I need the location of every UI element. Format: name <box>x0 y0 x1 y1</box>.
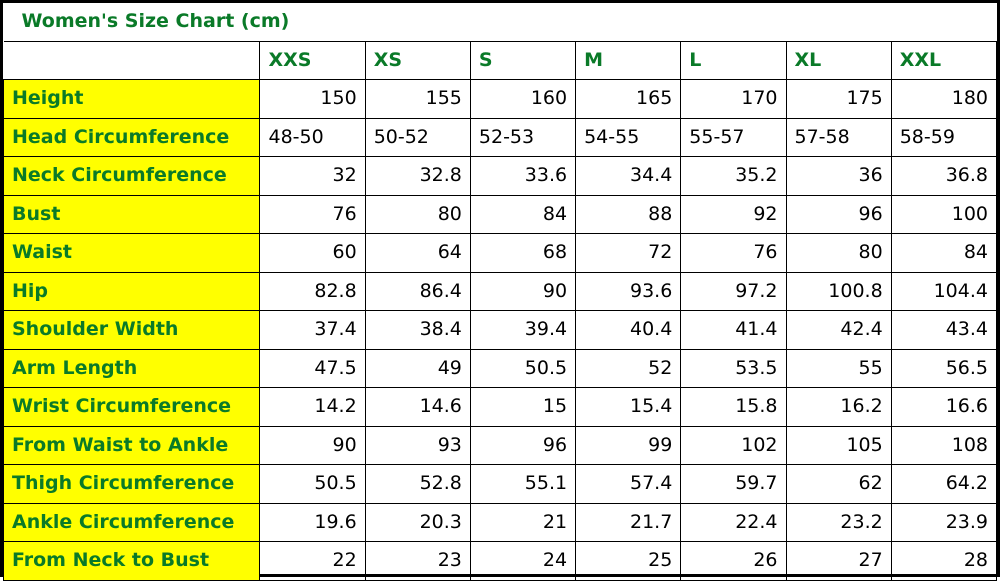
cell-value: 34.4 <box>576 157 681 196</box>
cell-value: 36.8 <box>891 157 996 196</box>
cell-value: 84 <box>891 234 996 273</box>
cell-value: 104.4 <box>891 272 996 311</box>
table-row <box>4 503 997 542</box>
table-row <box>4 349 997 388</box>
cell-value: 47.5 <box>260 349 365 388</box>
column-header-m: M <box>576 41 681 80</box>
cell-value: 80 <box>365 195 470 234</box>
cell-value: 96 <box>786 195 891 234</box>
cell-value: 58-59 <box>891 118 996 157</box>
cell-value: 27 <box>786 542 891 581</box>
cell-value: 32.8 <box>365 157 470 196</box>
table-body <box>4 3 997 580</box>
cell-value: 99 <box>576 426 681 465</box>
table-row <box>4 465 997 504</box>
row-label: Bust <box>4 195 260 234</box>
cell-value: 38.4 <box>365 311 470 350</box>
header-corner-cell <box>4 41 260 80</box>
cell-value: 170 <box>681 80 786 119</box>
cell-value: 15 <box>470 388 575 427</box>
cell-value: 26 <box>681 542 786 581</box>
row-label: Thigh Circumference <box>4 465 260 504</box>
cell-value: 64.2 <box>891 465 996 504</box>
cell-value: 53.5 <box>681 349 786 388</box>
row-label: Neck Circumference <box>4 157 260 196</box>
cell-value: 16.2 <box>786 388 891 427</box>
cell-value: 42.4 <box>786 311 891 350</box>
cell-value: 86.4 <box>365 272 470 311</box>
cell-value: 33.6 <box>470 157 575 196</box>
column-header-xl: XL <box>786 41 891 80</box>
cell-value: 22 <box>260 542 365 581</box>
cell-value: 55 <box>786 349 891 388</box>
row-label: From Neck to Bust <box>4 542 260 581</box>
cell-value: 16.6 <box>891 388 996 427</box>
cell-value: 150 <box>260 80 365 119</box>
table-row <box>4 388 997 427</box>
cell-value: 100 <box>891 195 996 234</box>
cell-value: 54-55 <box>576 118 681 157</box>
cell-value: 55.1 <box>470 465 575 504</box>
table-row <box>4 426 997 465</box>
cell-value: 105 <box>786 426 891 465</box>
cell-value: 23.9 <box>891 503 996 542</box>
cell-value: 15.8 <box>681 388 786 427</box>
cell-value: 90 <box>260 426 365 465</box>
row-label: Waist <box>4 234 260 273</box>
cell-value: 97.2 <box>681 272 786 311</box>
cell-value: 39.4 <box>470 311 575 350</box>
cell-value: 84 <box>470 195 575 234</box>
cell-value: 43.4 <box>891 311 996 350</box>
cell-value: 90 <box>470 272 575 311</box>
table-row <box>4 234 997 273</box>
column-header-xs: XS <box>365 41 470 80</box>
cell-value: 57-58 <box>786 118 891 157</box>
table-row <box>4 118 997 157</box>
cell-value: 59.7 <box>681 465 786 504</box>
table-row <box>4 195 997 234</box>
cell-value: 22.4 <box>681 503 786 542</box>
cell-value: 82.8 <box>260 272 365 311</box>
cell-value: 76 <box>260 195 365 234</box>
cell-value: 64 <box>365 234 470 273</box>
cell-value: 72 <box>576 234 681 273</box>
cell-value: 23.2 <box>786 503 891 542</box>
column-header-xxl: XXL <box>891 41 996 80</box>
row-label: Wrist Circumference <box>4 388 260 427</box>
cell-value: 93.6 <box>576 272 681 311</box>
cell-value: 32 <box>260 157 365 196</box>
womens-size-chart-table <box>3 3 997 581</box>
row-label: Arm Length <box>4 349 260 388</box>
cell-value: 160 <box>470 80 575 119</box>
cell-value: 21.7 <box>576 503 681 542</box>
row-label: Head Circumference <box>4 118 260 157</box>
cell-value: 62 <box>786 465 891 504</box>
cell-value: 20.3 <box>365 503 470 542</box>
cell-value: 80 <box>786 234 891 273</box>
cell-value: 19.6 <box>260 503 365 542</box>
cell-value: 93 <box>365 426 470 465</box>
cell-value: 50.5 <box>470 349 575 388</box>
cell-value: 35.2 <box>681 157 786 196</box>
cell-value: 41.4 <box>681 311 786 350</box>
cell-value: 100.8 <box>786 272 891 311</box>
cell-value: 102 <box>681 426 786 465</box>
row-label: Height <box>4 80 260 119</box>
cell-value: 14.6 <box>365 388 470 427</box>
cell-value: 14.2 <box>260 388 365 427</box>
cell-value: 52 <box>576 349 681 388</box>
table-row <box>4 157 997 196</box>
table-row <box>4 311 997 350</box>
cell-value: 108 <box>891 426 996 465</box>
cell-value: 92 <box>681 195 786 234</box>
cell-value: 88 <box>576 195 681 234</box>
cell-value: 52.8 <box>365 465 470 504</box>
cell-value: 52-53 <box>470 118 575 157</box>
table-row <box>4 272 997 311</box>
row-label: Hip <box>4 272 260 311</box>
cell-value: 24 <box>470 542 575 581</box>
cell-value: 76 <box>681 234 786 273</box>
cell-value: 175 <box>786 80 891 119</box>
header-row <box>4 41 997 80</box>
cell-value: 68 <box>470 234 575 273</box>
cell-value: 23 <box>365 542 470 581</box>
cell-value: 165 <box>576 80 681 119</box>
cell-value: 60 <box>260 234 365 273</box>
cell-value: 21 <box>470 503 575 542</box>
row-label: Shoulder Width <box>4 311 260 350</box>
cell-value: 15.4 <box>576 388 681 427</box>
row-label: From Waist to Ankle <box>4 426 260 465</box>
table-row <box>4 542 997 581</box>
cell-value: 96 <box>470 426 575 465</box>
cell-value: 55-57 <box>681 118 786 157</box>
row-label: Ankle Circumference <box>4 503 260 542</box>
page-title: Women's Size Chart (cm) <box>4 3 997 41</box>
table-row <box>4 80 997 119</box>
cell-value: 50-52 <box>365 118 470 157</box>
cell-value: 50.5 <box>260 465 365 504</box>
column-header-s: S <box>470 41 575 80</box>
column-header-xxs: XXS <box>260 41 365 80</box>
cell-value: 40.4 <box>576 311 681 350</box>
column-header-l: L <box>681 41 786 80</box>
cell-value: 36 <box>786 157 891 196</box>
cell-value: 57.4 <box>576 465 681 504</box>
cell-value: 28 <box>891 542 996 581</box>
cell-value: 37.4 <box>260 311 365 350</box>
cell-value: 155 <box>365 80 470 119</box>
cell-value: 56.5 <box>891 349 996 388</box>
cell-value: 180 <box>891 80 996 119</box>
title-row <box>4 3 997 41</box>
cell-value: 48-50 <box>260 118 365 157</box>
cell-value: 49 <box>365 349 470 388</box>
cell-value: 25 <box>576 542 681 581</box>
